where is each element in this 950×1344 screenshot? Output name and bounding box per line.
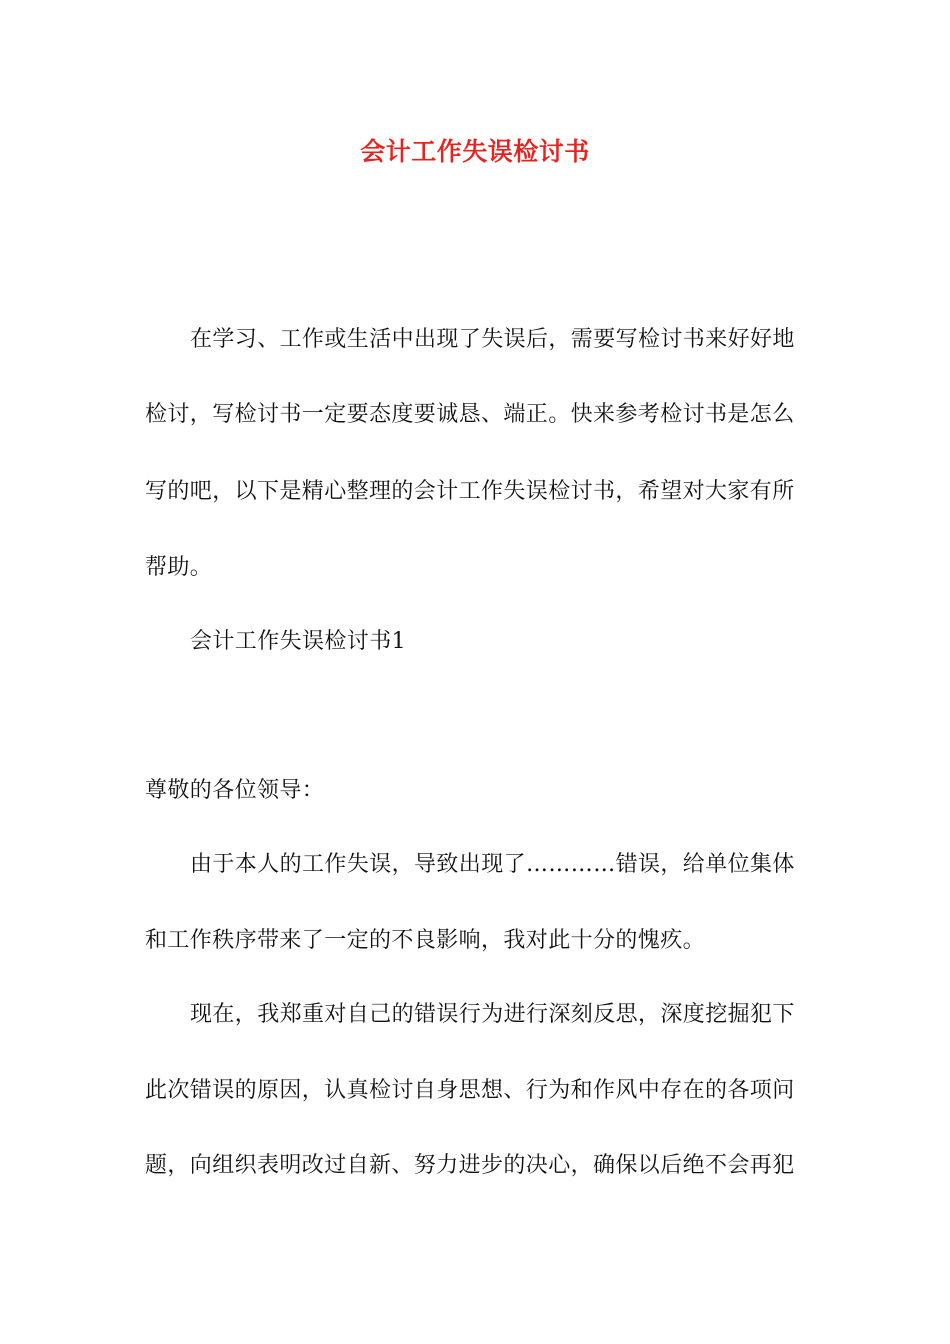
paragraph-line-7: 现在，我郑重对自己的错误行为进行深刻反思，深度挖掘犯下 (190, 1002, 795, 1027)
paragraph-line-5: 由于本人的工作失误，导致出现了…………错误，给单位集体 (190, 852, 795, 877)
paragraph-line-6: 和工作秩序带来了一定的不良影响，我对此十分的愧疚。 (145, 928, 706, 953)
paragraph-line-9: 题，向组织表明改过自新、努力进步的决心，确保以后绝不会再犯 (145, 1153, 795, 1178)
paragraph-line-4: 帮助。 (145, 555, 213, 580)
paragraph-line-1: 在学习、工作或生活中出现了失误后，需要写检讨书来好好地 (190, 327, 795, 352)
paragraph-line-2: 检讨，写检讨书一定要态度要诚恳、端正。快来参考检讨书是怎么 (145, 402, 795, 427)
document-title: 会计工作失误检讨书 (360, 137, 590, 166)
section-heading: 会计工作失误检讨书1 (190, 629, 406, 654)
paragraph-line-3: 写的吧，以下是精心整理的会计工作失误检讨书，希望对大家有所 (145, 479, 795, 504)
paragraph-line-8: 此次错误的原因，认真检讨自身思想、行为和作风中存在的各项问 (145, 1078, 795, 1103)
salutation: 尊敬的各位领导： (145, 778, 325, 803)
